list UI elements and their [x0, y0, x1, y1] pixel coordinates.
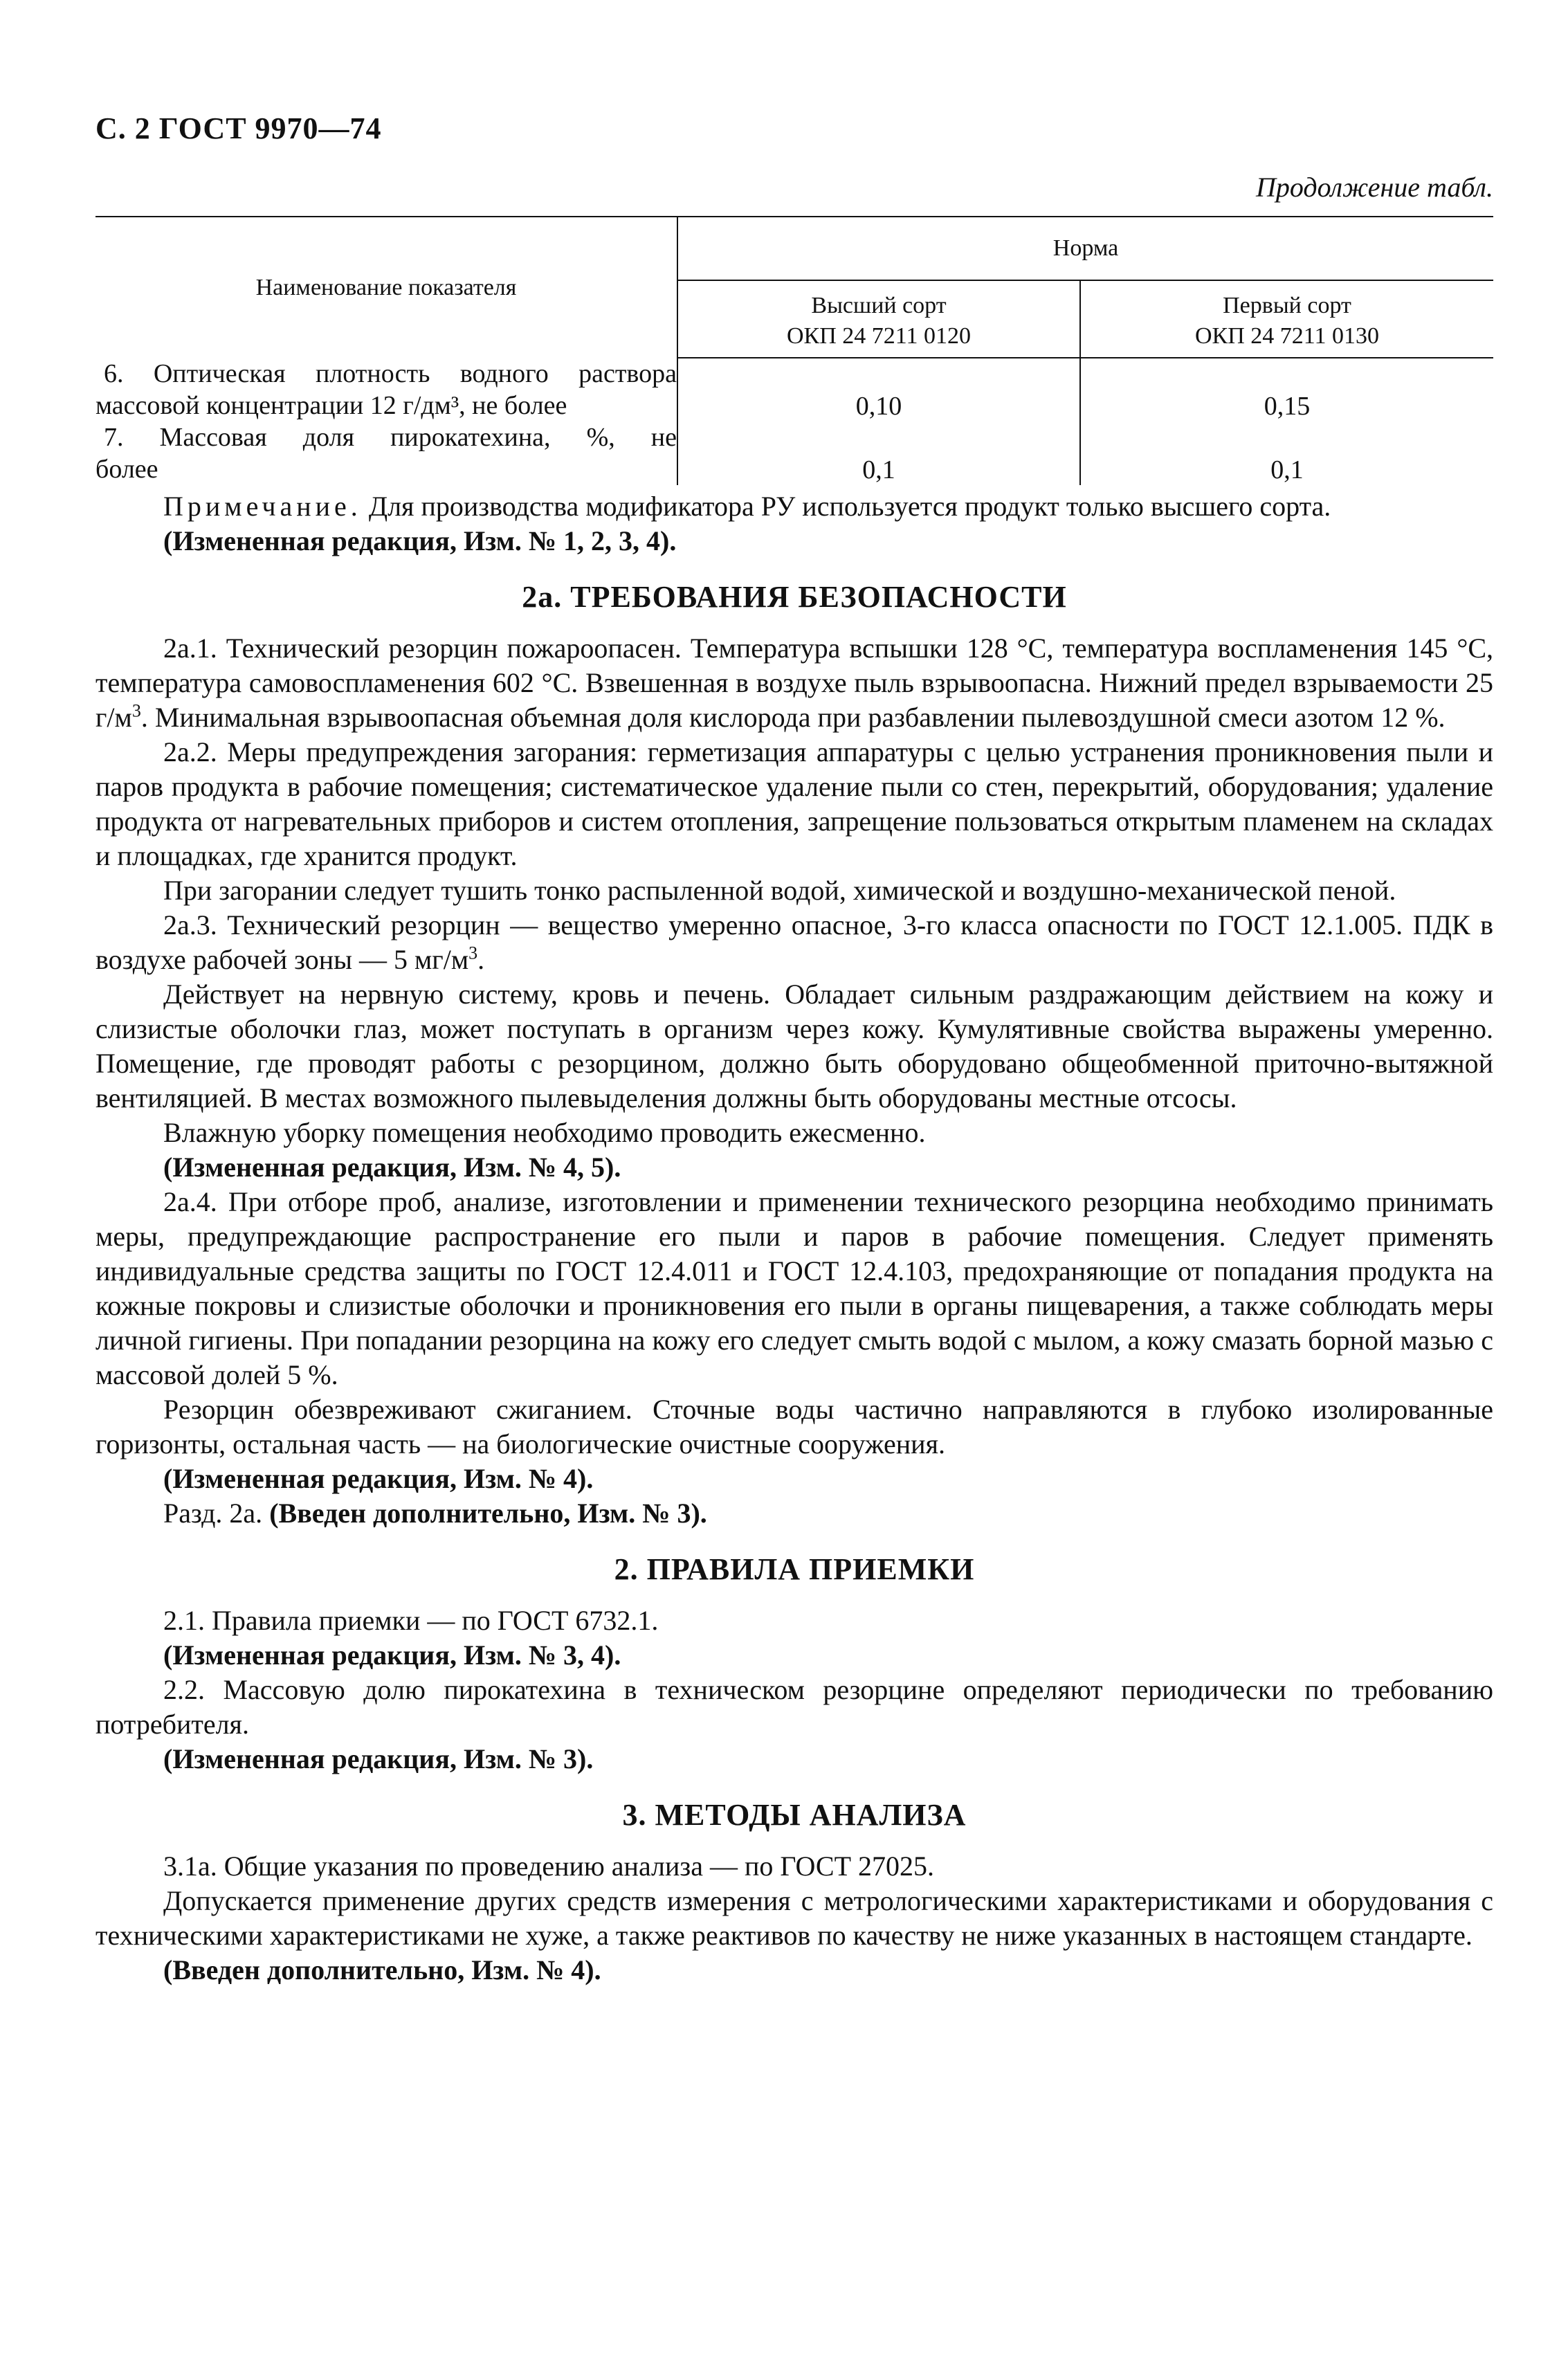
paragraph-2a-1: 2а.1. Технический резорцин пожароопасен. Температура вспышки 128 °С, температура воспламенения 145 °С, температура самовоспламенения 602 °С. Взвешенная в воздухе пыль взрывоопасна. Нижний предел взрываемости 25 $г/м^3$. Минимальная взрывоопасная объемная доля кислорода при разбавлении пылевоздушной смеси азотом 12 %. [95, 633, 1493, 733]
col-header-norm: Норма [677, 217, 1493, 280]
amendment-note: (Измененная редакция, Изм. № 3). [163, 1743, 594, 1774]
section-title-3: 3. МЕТОДЫ АНАЛИЗА [622, 1798, 967, 1832]
paragraph-2a-3: 2а.3. Технический резорцин — вещество умеренно опасное, 3-го класса опасности по ГОСТ 12.1.005. ПДК в воздухе рабочей зоны — 5 $мг/м^3$. [95, 909, 1493, 975]
amendment-note: (Измененная редакция, Изм. № 4, 5). [163, 1152, 621, 1183]
paragraph-2a-4: 2а.4. При отборе проб, анализе, изготовлении и применении технического резорцина необходимо принимать меры, предупреждающие распространение его пыли и паров в рабочие помещения. Следует применять индивидуальные средства защиты по ГОСТ 12.4.011 и ГОСТ 12.4.103, предохраняющие от попадания продукта на кожные покровы и слизистые оболочки и проникновения его пыли в органы пищеварения, а также соблюдать меры личной гигиены. При попадании резорцина на кожу его следует смыть водой с мылом, а кожу смазать борной мазью с массовой долей 5 %. [95, 1186, 1493, 1390]
table-note [95, 489, 1493, 524]
paragraph-2a-3c: Влажную уборку помещения необходимо проводить ежесменно. [163, 1117, 926, 1148]
amendment-note: (Измененная редакция, Изм. № 4). [163, 1463, 594, 1494]
table-row [95, 358, 1493, 421]
row-value-grade1: 0,1 [677, 421, 1080, 485]
grade2-code: ОКП 24 7211 0130 [1194, 323, 1380, 349]
note-text: Для производства модификатора РУ используется продукт только высшего сорта. [361, 491, 1331, 522]
row-name: 6. Оптическая плотность водного раствора массовой концентрации 12 г/дм³, не более [95, 359, 677, 420]
grade2-title: Первый сорт [1223, 293, 1351, 318]
section-title-2: 2. ПРАВИЛА ПРИЕМКИ [614, 1552, 975, 1586]
col-header-grade2 [1080, 280, 1493, 358]
paragraph-3-1a: 3.1а. Общие указания по проведению анализа — по ГОСТ 27025. [163, 1851, 935, 1882]
amendment-note: (Введен дополнительно, Изм. № 4). [163, 1954, 601, 1985]
row-value-grade2: 0,1 [1270, 455, 1304, 484]
norms-table [95, 216, 1493, 485]
paragraph-2-2: 2.2. Массовую долю пирокатехина в техническом резорцине определяют периодически по требованию потребителя. [95, 1674, 1493, 1740]
section-2a-note: Разд. 2а. (Введен дополнительно, Изм. № 3). [163, 1498, 707, 1529]
paragraph-2-1: 2.1. Правила приемки — по ГОСТ 6732.1. [163, 1605, 659, 1636]
grade1-code: ОКП 24 7211 0120 [786, 323, 972, 349]
table-continuation-label: Продолжение табл. [1255, 172, 1493, 203]
col-header-grade1 [677, 280, 1080, 358]
note-label: Примечание. [163, 491, 362, 522]
row-value-grade2: 0,15 [1264, 392, 1311, 421]
paragraph-2a-2b: При загорании следует тушить тонко распыленной водой, химической и воздушно-механической пеной. [163, 875, 1396, 906]
paragraph-2a-2: 2а.2. Меры предупреждения загорания: герметизация аппаратуры с целью устранения проникновения пыли и паров продукта в рабочие помещения; систематическое удаление пыли со стен, перекрытий, оборудования; удаление продукта от нагревательных приборов и систем отопления, запрещение пользоваться открытым пламенем на складах и площадках, где хранится продукт. [95, 736, 1493, 871]
table-row [95, 421, 1493, 485]
amendment-note: (Измененная редакция, Изм. № 1, 2, 3, 4). [163, 525, 677, 556]
row-value-grade1: 0,10 [677, 358, 1080, 421]
paragraph-2a-3b: Действует на нервную систему, кровь и печень. Обладает сильным раздражающим действием на кожу и слизистые оболочки глаз, может поступать в организм через кожу. Кумулятивные свойства выражены умеренно. Помещение, где проводят работы с резорцином, должно быть оборудовано общеобменной приточно-вытяжной вентиляцией. В местах возможного пылевыделения должны быть оборудованы местные отсосы. [95, 979, 1493, 1113]
section-title-2a: 2а. ТРЕБОВАНИЯ БЕЗОПАСНОСТИ [522, 580, 1067, 614]
row-name: 7. Массовая доля пирокатехина, %, не более [95, 423, 677, 484]
grade1-title: Высший сорт [811, 293, 947, 318]
amendment-note: (Измененная редакция, Изм. № 3, 4). [163, 1639, 621, 1671]
page-header: С. 2 ГОСТ 9970—74 [95, 111, 382, 145]
document-page [95, 111, 1493, 1988]
paragraph-3-1a-b: Допускается применение других средств измерения с метрологическими характеристиками и оборудования с техническими характеристиками не хуже, а также реактивов по качеству не ниже указанных в настоящем стандарте. [95, 1885, 1493, 1951]
paragraph-2a-4b: Резорцин обезвреживают сжиганием. Сточные воды частично направляются в глубоко изолированные горизонты, остальная часть — на биологические очистные сооружения. [95, 1394, 1493, 1460]
col-header-name: Наименование показателя [95, 217, 677, 358]
